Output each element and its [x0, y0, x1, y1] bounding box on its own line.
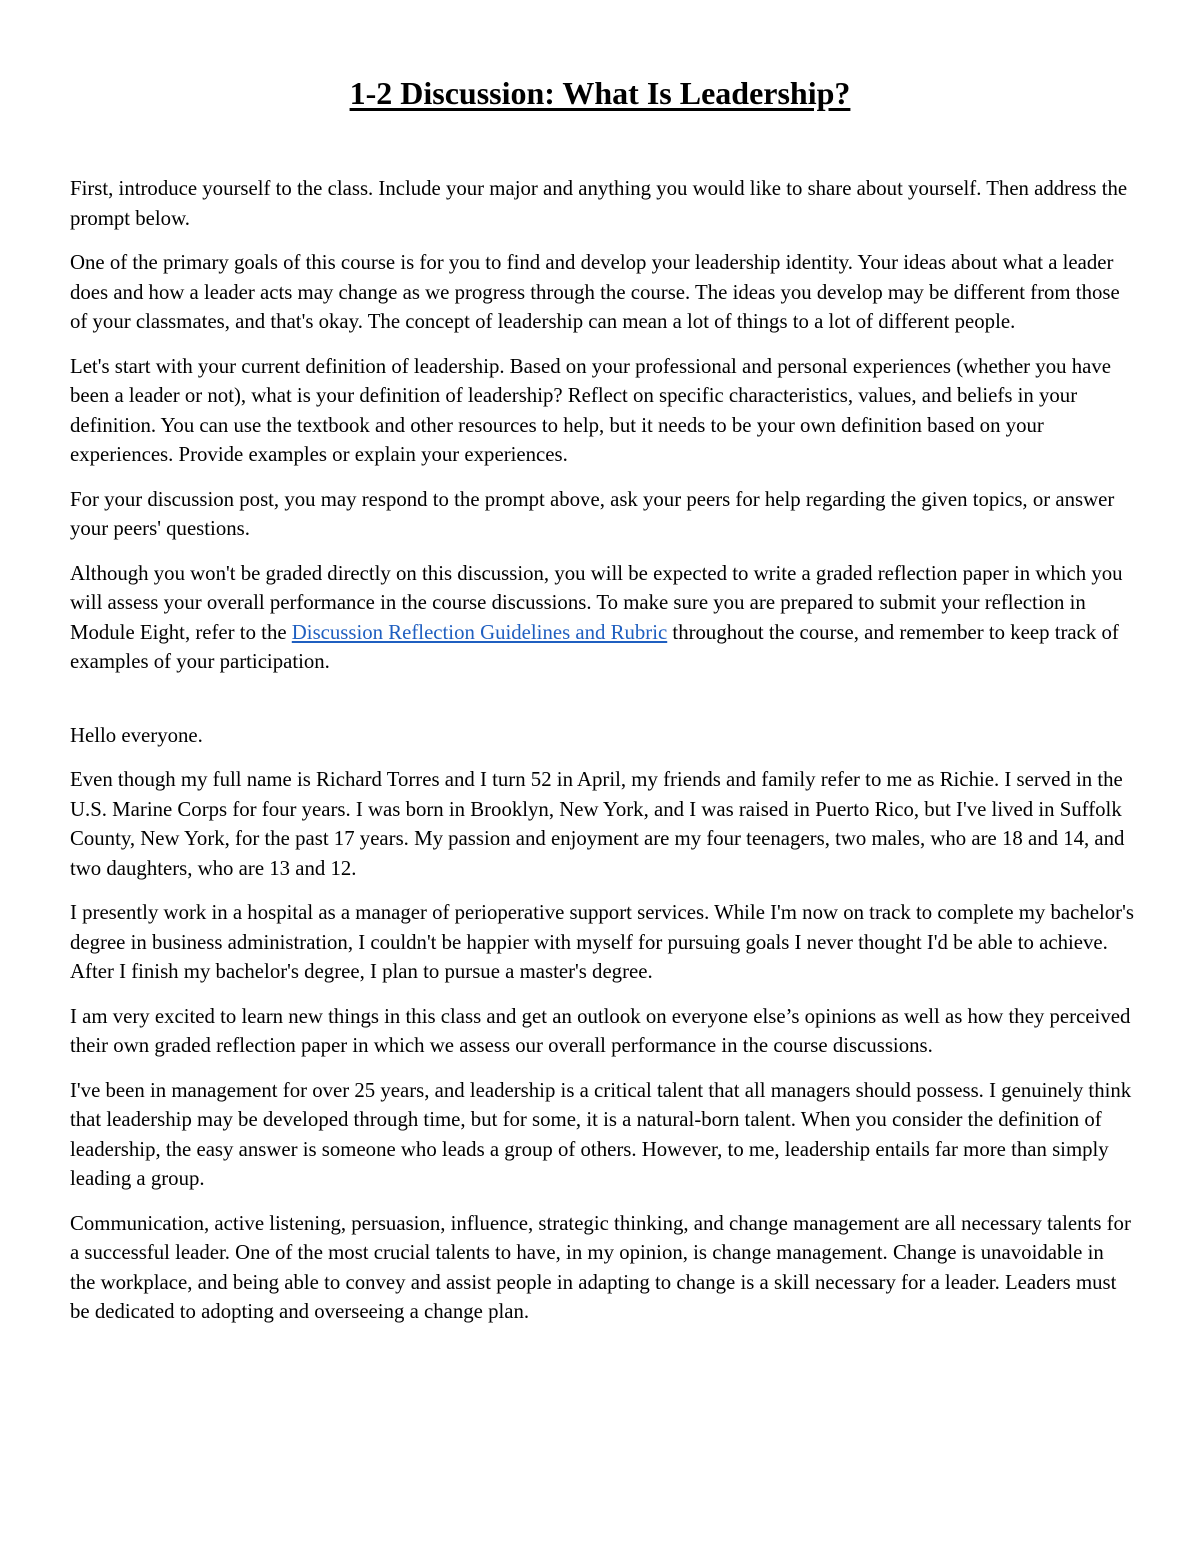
- response-paragraph-skills: Communication, active listening, persuasion, influence, strategic thinking, and change management are all necessary talents for a successful leader. One of the most crucial talents to have, in my opinion, is change management. Change is unavoidable in the workplace, and being able to convey and assist people in adapting to change is a skill necessary for a leader. Leaders must be dedicated to adopting and overseeing a change plan.: [70, 1211, 1131, 1323]
- response-paragraph-work: I presently work in a hospital as a manager of perioperative support services. While I'm now on track to complete my bachelor's degree in business administration, I couldn't be happier with myself for pursuing goals I never thought I'd be able to achieve. After I finish my bachelor's degree, I plan to pursue a master's degree.: [70, 901, 1134, 983]
- response-paragraph-intro: Even though my full name is Richard Torres and I turn 52 in April, my friends and family refer to me as Richie. I served in the U.S. Marine Corps for four years. I was born in Brooklyn, New York, and I was raised in Puerto Rico, but I've lived in Suffolk County, New York, for the past 17 years. My passion and enjoyment are my four teenagers, two males, who are 18 and 14, and two daughters, who are 13 and 12.: [70, 768, 1125, 880]
- prompt-paragraph-definition: Let's start with your current definition of leadership. Based on your professional and personal experiences (whether you have been a leader or not), what is your definition of leadership? Reflect on specific characteristics, values, and beliefs in your definition. You can use the textbook and other resources to help, but it needs to be your own definition based on your experiences. Provide examples or explain your experiences.: [70, 354, 1111, 466]
- response-paragraph-expectations: I am very excited to learn new things in this class and get an outlook on everyone else’s opinions as well as how they perceived their own graded reflection paper in which we assess our overall performance in the course discussions.: [70, 1004, 1131, 1057]
- prompt-paragraph-reflection: [70, 559, 1134, 677]
- prompt-paragraph-intro: First, introduce yourself to the class. Include your major and anything you would like to share about yourself. Then address the prompt below.: [70, 177, 1128, 230]
- prompt-paragraph-goals: One of the primary goals of this course is for you to find and develop your leadership identity. Your ideas about what a leader does and how a leader acts may change as we progress through the course. The ideas you develop may be different from those of your classmates, and that's okay. The concept of leadership can mean a lot of things to a lot of different people.: [70, 251, 1120, 333]
- response-greeting: Hello everyone.: [70, 723, 203, 747]
- reflection-text-start: Although you won't be graded directly on this discussion, you will be expected to write a graded reflection paper in which you will assess your overall performance in the course discussions. To make sure you are prepared to submit your reflection in Module Eight, refer to the: [70, 561, 1123, 644]
- prompt-paragraph-post-instructions: For your discussion post, you may respond to the prompt above, ask your peers for help regarding the given topics, or answer your peers' questions.: [70, 487, 1115, 540]
- response-paragraph-leadership: I've been in management for over 25 years, and leadership is a critical talent that all managers should possess. I genuinely think that leadership may be developed through time, but for some, it is a natural-born talent. When you consider the definition of leadership, the easy answer is someone who leads a group of others. However, to me, leadership entails far more than simply leading a group.: [70, 1078, 1132, 1190]
- page-title: 1-2 Discussion: What Is Leadership?: [349, 75, 851, 111]
- document-body: [70, 174, 1134, 1342]
- reflection-text-end: throughout the course, and remember to keep track of examples of your participation.: [70, 620, 1119, 673]
- guidelines-rubric-link[interactable]: Discussion Reflection Guidelines and Rubric: [291, 620, 668, 644]
